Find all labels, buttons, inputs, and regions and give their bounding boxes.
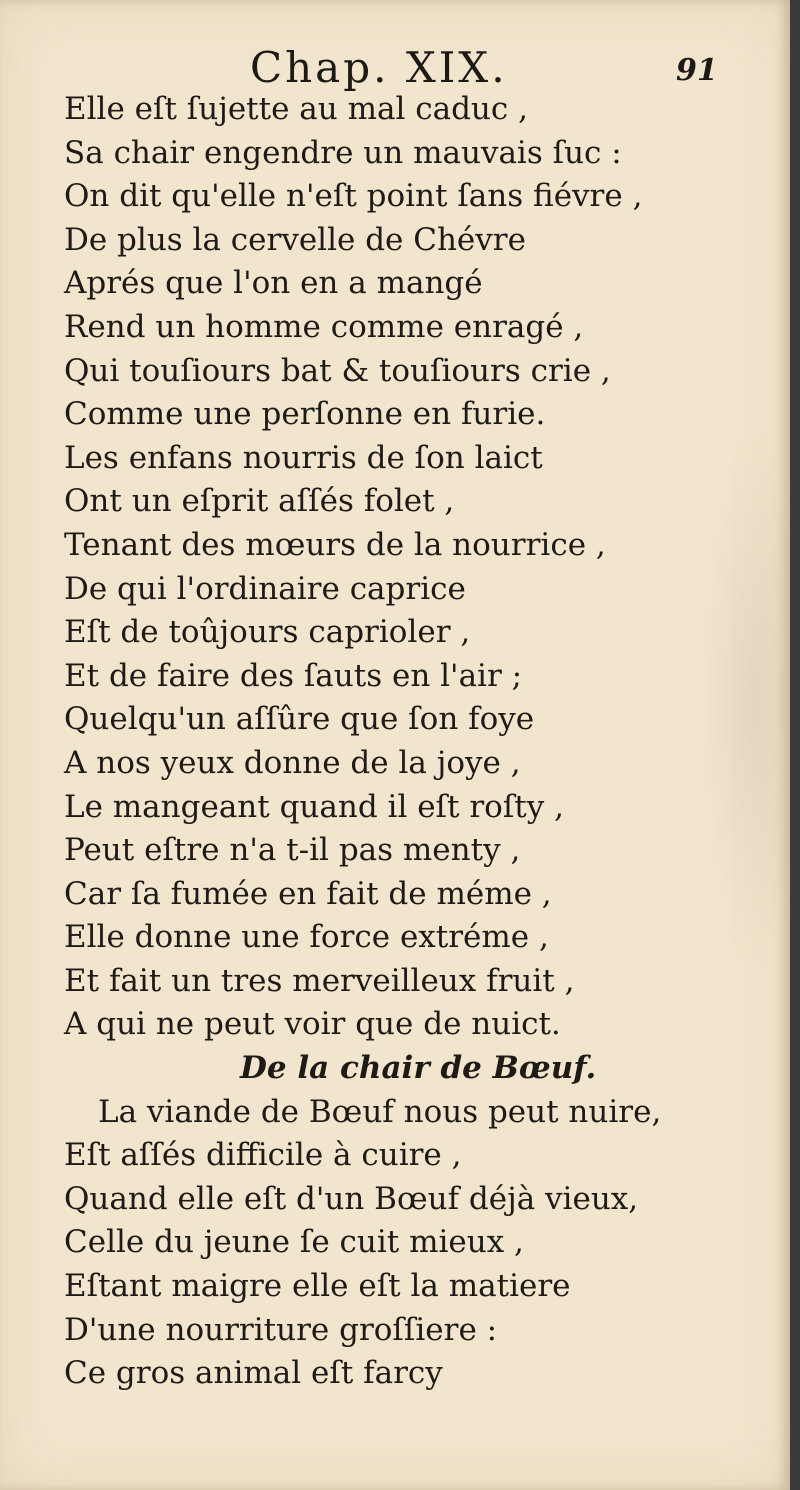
text-line: Elle eſt ſujette au mal caduc ,	[64, 91, 528, 127]
text-line: Celle du jeune ſe cuit mieux ,	[64, 1224, 524, 1261]
text-line: A nos yeux donne de la joye ,	[64, 744, 521, 781]
scan-edge	[790, 0, 800, 1490]
text-line: A qui ne peut voir que de nuict.	[64, 1006, 561, 1043]
text-line: Ont un eſprit aſſés folet ,	[64, 483, 455, 520]
text-line: Eſt de toûjours caprioler ,	[64, 614, 471, 651]
text-line: Quelqu'un aſſûre que ſon foye	[64, 701, 535, 738]
text-line: Eſtant maigre elle eſt la matiere	[64, 1268, 571, 1305]
text-line: Quand elle eſt d'un Bœuf déjà vieux,	[64, 1180, 639, 1217]
poem-text	[50, 88, 750, 1396]
section-heading: De la chair de Bœuf.	[240, 1050, 597, 1087]
text-line: Elle donne une force extréme ,	[64, 919, 549, 956]
running-title: Chap. XIX.	[250, 43, 508, 92]
text-line: Tenant des mœurs de la nourrice ,	[64, 526, 606, 563]
text-line: Les enfans nourris de ſon laict	[64, 439, 543, 476]
text-line: Et de faire des ſauts en l'air ;	[64, 657, 523, 694]
page-number: 91	[676, 53, 718, 88]
text-line: De plus la cervelle de Chévre	[64, 221, 526, 258]
text-line: Peut eſtre n'a t-il pas menty ,	[64, 832, 521, 869]
text-line: Le mangeant quand il eſt roſty ,	[64, 788, 564, 825]
text-line: Rend un homme comme enragé ,	[64, 308, 584, 345]
text-line: Comme une perſonne en furie.	[64, 396, 546, 433]
text-line: Sa chair engendre un mauvais ſuc :	[64, 134, 622, 171]
text-line: Aprés que l'on en a mangé	[64, 265, 483, 302]
text-line: Et fait un tres merveilleux fruit ,	[64, 962, 575, 999]
text-line: On dit qu'elle n'eſt point ſans fiévre ,	[64, 178, 643, 215]
text-line: Ce gros animal eſt farcy	[64, 1355, 443, 1392]
text-line: La viande de Bœuf nous peut nuire,	[98, 1093, 662, 1130]
text-line: Car ſa fumée en fait de méme ,	[64, 875, 552, 912]
text-line: Qui touſiours bat & touſiours crie ,	[64, 352, 611, 389]
text-line: D'une nourriture groſſiere :	[64, 1311, 498, 1348]
text-line: Eſt aſſés difficile à cuire ,	[64, 1137, 462, 1174]
text-line: De qui l'ordinaire caprice	[64, 570, 466, 607]
